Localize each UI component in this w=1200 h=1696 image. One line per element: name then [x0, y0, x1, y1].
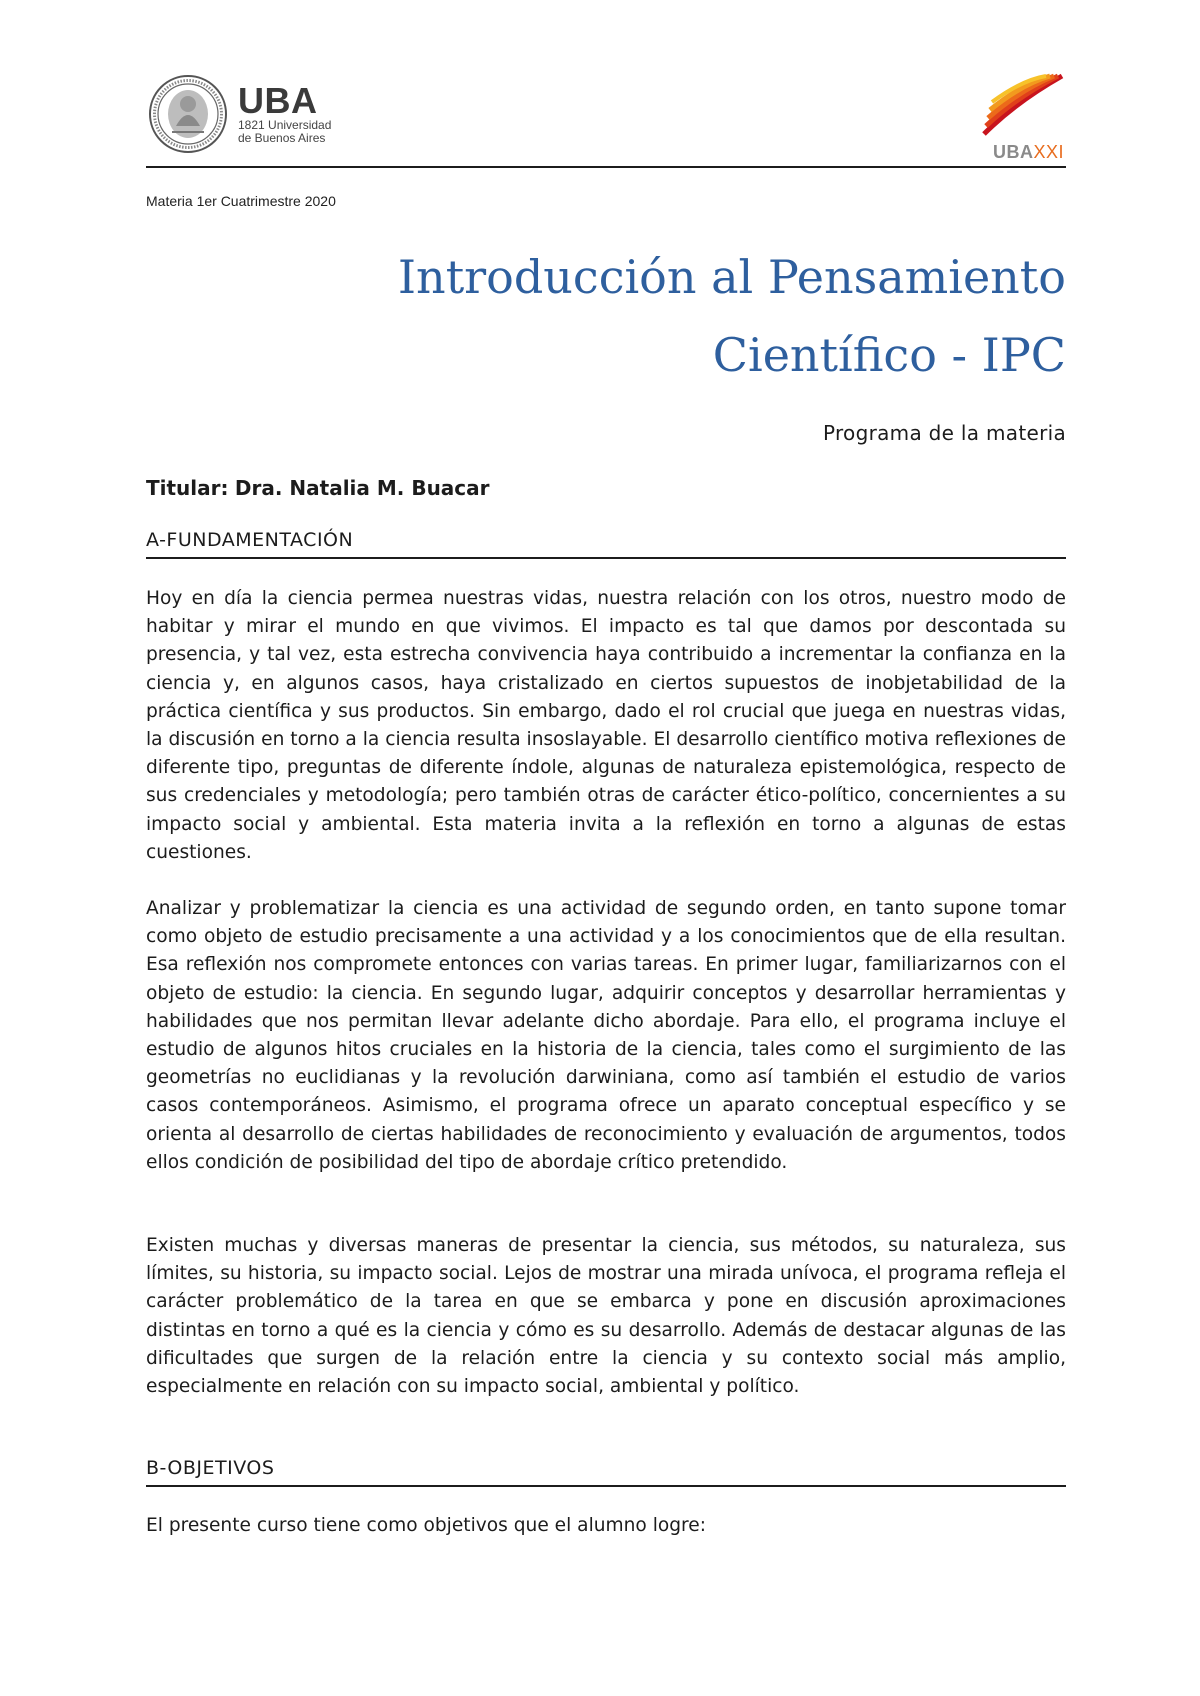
paragraph-fundamentacion-3: Existen muchas y diversas maneras de presentar la ciencia, sus métodos, su naturaleza, sus límites, su historia, su impacto social. Lejos de mostrar una mirada unívoca, el programa refleja el carácter problemático de la tarea en que se embarca y pone en discusión aproximaciones distintas en torno a qué es la ciencia y cómo es su desarrollo. Además de destacar algunas de las dificultades que surgen de la relación entre la ciencia y su contexto social más amplio, especialmente en relación con su impacto social, ambiental y político.: [146, 1235, 1066, 1398]
paragraph-fundamentacion-2: Analizar y problematizar la ciencia es una actividad de segundo orden, en tanto supone tomar como objeto de estudio precisamente a una actividad y a los conocimientos que de ella resultan. Esa reflexión nos compromete entonces con varias tareas. En primer lugar, familiarizarnos con el objeto de estudio: la ciencia. En segundo lugar, adquirir conceptos y desarrollar herramientas y habilidades que nos permitan llevar adelante dicho abordaje. Para ello, el programa incluye el estudio de algunos hitos cruciales en la historia de la ciencia, tales como el surgimiento de las geometrías no euclidianas y la revolución darwiniana, como así también el estudio de varios casos contemporáneos. Asimismo, el programa ofrece un aparato conceptual específico y se orienta al desarrollo de ciertas habilidades de reconocimiento y evaluación de argumentos, todos ellos condición de posibilidad del tipo de abordaje crítico pretendido.: [146, 898, 1066, 1173]
ubaxxi-logo-word: [993, 142, 1064, 162]
paragraph-objetivos-intro: El presente curso tiene como objetivos que el alumno logre:: [146, 1515, 706, 1536]
uba-seal-icon: [148, 74, 228, 154]
titular: [146, 476, 490, 500]
ubaxxi-logo-uba: UBA: [992, 142, 1034, 162]
uba-logo: [148, 74, 331, 154]
ubaxxi-swoosh-icon: [976, 72, 1064, 142]
uba-logo-line2: de Buenos Aires: [238, 131, 326, 145]
document-title: [266, 238, 1066, 394]
ubaxxi-logo-xxi: XXI: [1033, 142, 1064, 162]
section-heading-fundamentacion: A-FUNDAMENTACIÓN: [146, 529, 1066, 559]
document-subtitle: Programa de la materia: [822, 421, 1066, 445]
paragraph-fundamentacion-1: Hoy en día la ciencia permea nuestras vidas, nuestra relación con los otros, nuestro modo de habitar y mirar el mundo en que vivimos. El impacto es tal que damos por descontada su presencia, y tal vez, esta estrecha convivencia haya contribuido a incrementar la confianza en la ciencia y, en algunos casos, haya cristalizado en ciertos supuestos de inobjetabilidad de la práctica científica y sus productos. Sin embargo, dado el rol crucial que juega en nuestras vidas, la discusión en torno a la ciencia resulta insoslayable. El desarrollo científico motiva reflexiones de diferente tipo, preguntas de diferente índole, algunas de naturaleza epistemológica, respecto de sus credenciales y metodología; pero también otras de carácter ético-político, concernientes a su impacto social y ambiental. Esta materia invita a la reflexión en torno a algunas de estas cuestiones.: [146, 588, 1066, 863]
titular-name: Dra. Natalia M. Buacar: [234, 476, 490, 500]
page-header: [146, 72, 1066, 168]
titular-label: Titular:: [146, 476, 229, 500]
uba-logo-line1: 1821 Universidad: [238, 118, 332, 132]
title-line-1: Introducción al Pensamiento: [397, 250, 1066, 304]
course-period: Materia 1er Cuatrimestre 2020: [146, 193, 336, 209]
title-line-2: Científico - IPC: [712, 328, 1066, 382]
ubaxxi-logo: [972, 72, 1064, 164]
uba-logo-word: UBA: [238, 80, 318, 121]
section-heading-objetivos: B-OBJETIVOS: [146, 1457, 1066, 1487]
